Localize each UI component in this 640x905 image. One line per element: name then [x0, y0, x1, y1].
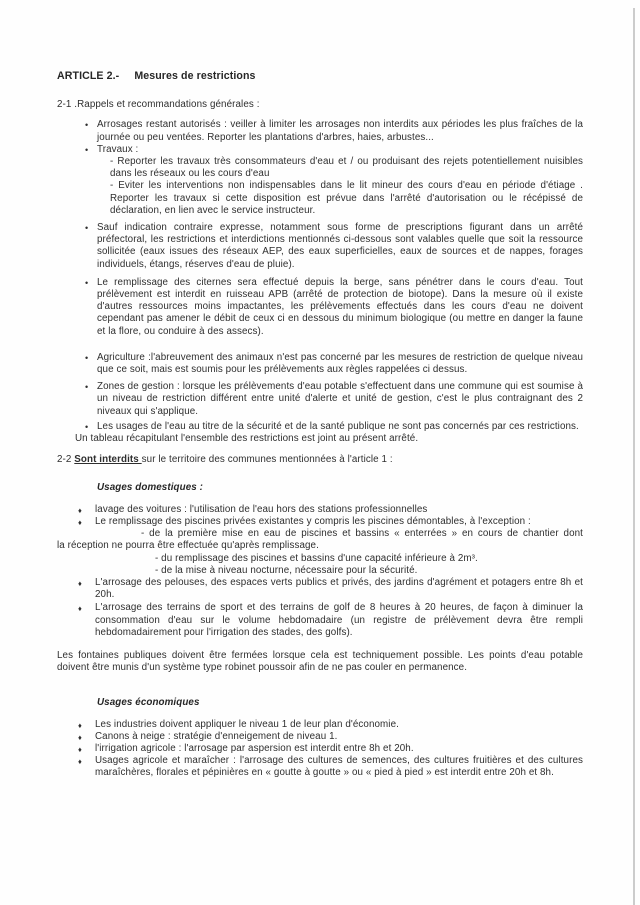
list-item-usages-securite [57, 421, 583, 433]
diamond-bullet-icon: ♦ [78, 720, 82, 730]
list-item-citernes [57, 277, 583, 338]
usages-economiques-header: Usages économiques [97, 697, 200, 709]
list-item-sauf-indication [57, 222, 583, 271]
list-item-remplissage-piscines [57, 516, 583, 528]
section-2-2-number: 2-2 [57, 454, 75, 466]
round-bullet-icon: • [85, 352, 89, 363]
list-item-text: L'arrosage des terrains de sport et des terrains de golf de 8 heures à 20 heures, de façon à diminuer la consommation d'eau sur le volume hebdomadaire (un registre de prélèvement devra être rempli hebdomadairement pour l'irrigation des stades, des golfs). [95, 602, 583, 638]
scan-edge-line [633, 8, 635, 905]
round-bullet-icon: • [85, 144, 89, 155]
list-item-arrosage-pelouses [57, 577, 583, 601]
list-item-travaux [57, 144, 583, 156]
round-bullet-icon: • [85, 382, 89, 393]
list-item-text: Agriculture :l'abreuvement des animaux n'est pas concerné par les mesures de restriction de quelque niveau que ce soit, mais est soumis pour les prélèvements aux règles rappelées ci dessus. [97, 351, 583, 376]
piscine-exception-premiere-mise: - de la première mise en eau de piscines et bassins « enterrées » en cours de chantier dont [141, 528, 583, 540]
list-item-text: Zones de gestion : lorsque les prélèvements d'eau potable s'effectuent dans une commune qui est soumise à un niveau de restriction différent entre unité d'alerte et unité de gestion, c'est le plus contraignant des 2 niveaux qui s'applique. [97, 381, 583, 417]
diamond-bullet-icon: ♦ [78, 604, 82, 614]
list-item-text: Travaux : [97, 143, 139, 155]
article-number: ARTICLE 2.- [57, 70, 120, 82]
list-item-usages-agricole-maraicher [57, 755, 583, 779]
diamond-bullet-icon: ♦ [78, 505, 82, 515]
list-item-text: L'arrosage des pelouses, des espaces verts publics et privés, des jardins d'agrément et potagers entre 8h et 20h. [95, 576, 583, 601]
section-2-2-heading-rest: sur le territoire des communes mentionnées à l'article 1 : [141, 454, 393, 466]
travaux-sub-item-eviter: - Eviter les interventions non indispensables dans le lit mineur des cours d'eau en période d'étiage . Reporter les travaux si cette disposition est prévue dans l'arrêté d'autorisation ou le récépissé de déclaration, en lien avec le service instructeur. [110, 180, 583, 216]
piscine-exception-mise-niveau: - de la mise à niveau nocturne, nécessaire pour la sécurité. [155, 564, 418, 576]
list-item-text: lavage des voitures : l'utilisation de l'eau hors des stations professionnelles [95, 503, 428, 515]
section-2-1-heading: 2-1 .Rappels et recommandations générales : [57, 99, 260, 111]
list-item-text: Sauf indication contraire expresse, notamment sous forme de prescriptions figurant dans un arrêté préfectoral, les restrictions et interdictions mentionnés ci-dessous sont valables quelle que soit la ressource sollicitée (eaux issues des réseaux AEP, des eaux superficielles, eaux de sources et de nappes, forages individuels, étangs, réserves d'eau de pluie). [97, 222, 583, 270]
list-item-text: Le remplissage des piscines privées existantes y compris les piscines démontables, à l'exception : [95, 515, 531, 527]
section-2-1-closing: Un tableau récapitulant l'ensemble des restrictions est joint au présent arrêté. [75, 433, 419, 445]
diamond-bullet-icon: ♦ [78, 517, 82, 527]
round-bullet-icon: • [85, 277, 89, 288]
section-2-2-heading [57, 454, 583, 466]
list-item-arrosages [57, 119, 583, 143]
diamond-bullet-icon: ♦ [78, 578, 82, 588]
list-item-lavage-voitures [57, 504, 583, 516]
list-item-text: Arrosages restant autorisés : veiller à limiter les arrosages non interdits aux périodes les plus fraîches de la journée ou peu ventées. Reporter les plantations d'arbres, haies, arbustes... [97, 119, 583, 143]
list-item-arrosage-terrains-sport [57, 602, 583, 639]
fountains-paragraph: Les fontaines publiques doivent être fermées lorsque cela est techniquement possible. Les points d'eau potable doivent être munis d'un système type robinet poussoir afin de ne pas couler en permanence. [57, 649, 583, 674]
list-item-industries [57, 719, 583, 731]
list-item-agriculture [57, 352, 583, 376]
travaux-sub-item-reporter: - Reporter les travaux très consommateurs d'eau et / ou produisant des rejets potentiellement nuisibles dans les réseaux ou les cours d'eau [110, 156, 583, 180]
round-bullet-icon: • [85, 421, 89, 432]
diamond-bullet-icon: ♦ [78, 744, 82, 754]
piscine-exception-continuation: la réception ne pourra être effectuée qu'après remplissage. [57, 540, 319, 552]
list-item-text: Canons à neige : stratégie d'enneigement de niveau 1. [95, 730, 338, 742]
piscine-exception-capacite: - du remplissage des piscines et bassins d'une capacité inférieure à 2m³. [155, 552, 478, 564]
list-item-text: Usages agricole et maraîcher : l'arrosage des cultures de semences, des cultures fruitières et des cultures maraîchères, florales et pépinières en « goutte à goutte » ou « pied à pied » est interdit entre 20h et 8h. [95, 755, 583, 779]
list-item-text: Le remplissage des citernes sera effectué depuis la berge, sans pénétrer dans le cours d'eau. Tout prélèvement est interdit en ruisseau APB (arrêté de protection de biotope). Dans la mesure où il existe d'autres ressources moins impactantes, les prélèvements effectués dans les cours d'eau ne doivent cependant pas amener le débit de ceux ci en dessous du minimum biologique (ou mettre en danger la faune et la flore, ou conduire à des assecs). [97, 276, 583, 337]
diamond-bullet-icon: ♦ [78, 732, 82, 742]
round-bullet-icon: • [85, 223, 89, 234]
list-item-canons-neige [57, 731, 583, 743]
usages-domestiques-header: Usages domestiques : [97, 482, 203, 494]
article-title-text: Mesures de restrictions [134, 70, 256, 82]
list-item-text: Les usages de l'eau au titre de la sécurité et de la santé publique ne sont pas concernés par ces restrictions. [97, 420, 579, 432]
document-content [57, 0, 583, 780]
list-item-text: l'irrigation agricole : l'arrosage par aspersion est interdit entre 8h et 20h. [95, 742, 414, 754]
diamond-bullet-icon: ♦ [78, 757, 82, 767]
round-bullet-icon: • [85, 120, 89, 131]
section-2-2-bold-underline: Sont interdits [74, 454, 142, 466]
list-item-irrigation-agricole [57, 743, 583, 755]
article-title [57, 70, 583, 82]
list-item-text: Les industries doivent appliquer le niveau 1 de leur plan d'économie. [95, 718, 399, 730]
list-item-zones-gestion [57, 381, 583, 418]
